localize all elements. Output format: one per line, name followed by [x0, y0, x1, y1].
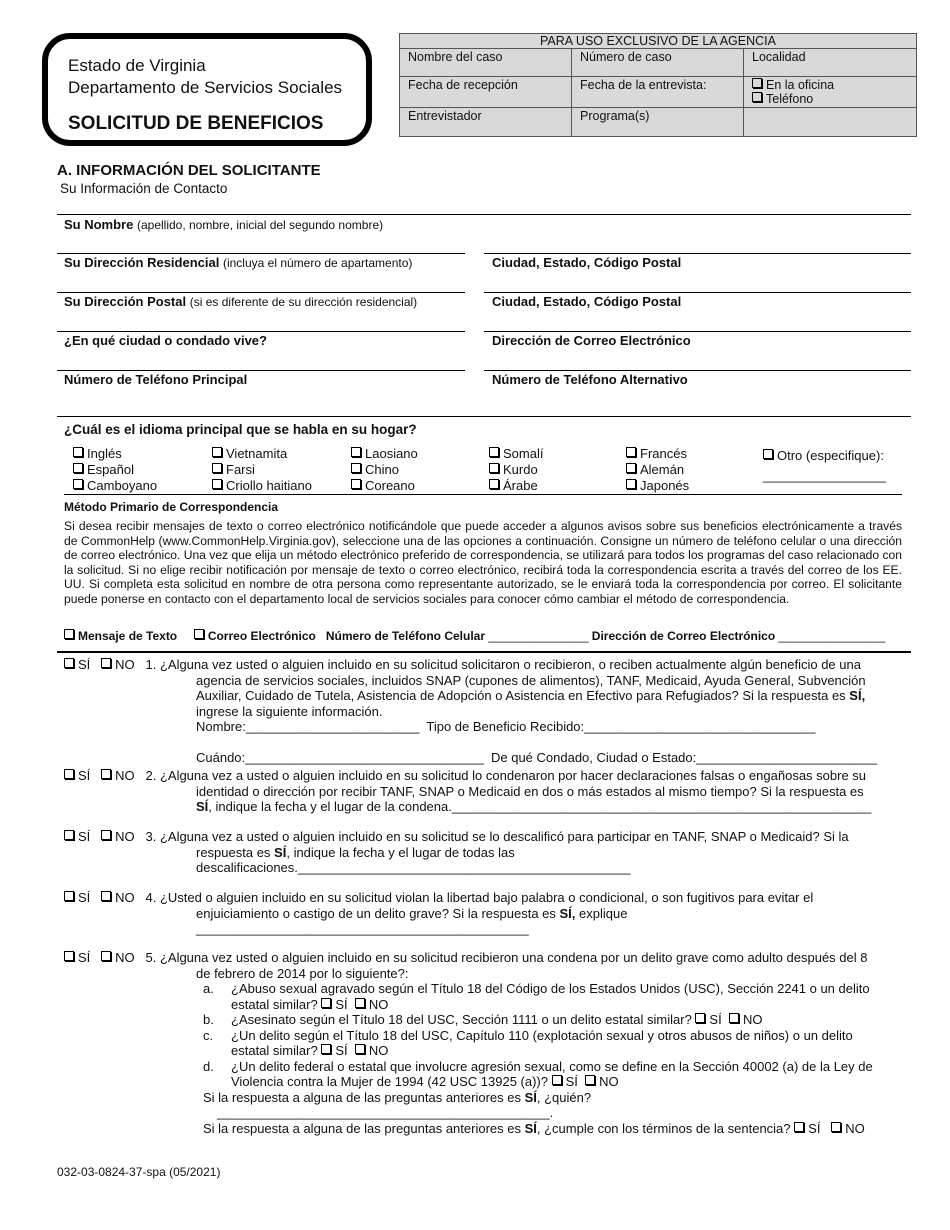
- q5c-no[interactable]: NO: [355, 1043, 389, 1058]
- checkbox[interactable]: [194, 629, 204, 639]
- no-checkbox[interactable]: NO: [101, 657, 135, 672]
- mailing-address-field[interactable]: [64, 294, 417, 309]
- city-state-zip-field-1[interactable]: Ciudad, Estado, Código Postal: [492, 255, 682, 270]
- no-checkbox[interactable]: NO: [101, 829, 135, 844]
- lang-option[interactable]: Coreano: [351, 478, 418, 494]
- correspondence-title: Método Primario de Correspondencia: [64, 500, 279, 514]
- mail-addr-note: (si es diferente de su dirección residencial): [189, 295, 418, 309]
- main-phone-field[interactable]: Número de Teléfono Principal: [64, 372, 248, 387]
- language-col-3: [351, 446, 418, 494]
- q5c-yes[interactable]: SÍ: [321, 1043, 347, 1058]
- no-checkbox[interactable]: NO: [101, 768, 135, 783]
- divider: [57, 214, 911, 215]
- city-state-zip-field-2[interactable]: Ciudad, Estado, Código Postal: [492, 294, 682, 309]
- text-message-option[interactable]: Mensaje de Texto: [64, 629, 177, 643]
- lang-option[interactable]: Árabe: [489, 478, 543, 494]
- q5a-yes[interactable]: SÍ: [321, 997, 347, 1012]
- correspondence-paragraph: Si desea recibir mensajes de texto o correo electrónico notificándole que puede acceder a algunos avisos sobre sus beneficios electrónicamente a través de CommonHelp (www.CommonHelp.Virginia.gov), seleccione una de las opciones a continuación. Consigne un número de teléfono celular o una dirección de correo electrónico. Una vez que elija un método electrónico preferido de correspondencia, se utilizará para todos los programas del caso relacionado con la solicitud. Si no elige recibir notificación por mensaje de texto o correo electrónico, recibirá toda la correspondencia escrita a través del correo de los EE. UU. Si completa esta solicitud en nombre de otra persona como representante autorizado, se le enviará toda la correspondencia por correo. El solicitante puede ponerse en contacto con el departamento local de servicios sociales para conocer cómo cambiar el método de correspondencia.: [64, 519, 902, 606]
- q5a-no[interactable]: NO: [355, 997, 389, 1012]
- yes-checkbox[interactable]: SÍ: [64, 657, 90, 672]
- form-title: SOLICITUD DE BENEFICIOS: [68, 113, 324, 134]
- lang-option[interactable]: Criollo haitiano: [212, 478, 312, 494]
- res-addr-note: (incluya el número de apartamento): [222, 256, 413, 270]
- checkbox[interactable]: [626, 463, 636, 473]
- divider: [484, 253, 911, 254]
- email-field[interactable]: Dirección de Correo Electrónico: [492, 333, 691, 348]
- other-language-checkbox[interactable]: [763, 449, 773, 459]
- language-question: ¿Cuál es el idioma principal que se habla en su hogar?: [64, 422, 417, 437]
- section-a-subtitle: Su Información de Contacto: [60, 181, 228, 196]
- case-name-field[interactable]: Nombre del caso: [400, 49, 572, 77]
- mail-addr-label: Su Dirección Postal: [64, 294, 187, 309]
- residential-address-field[interactable]: [64, 255, 412, 270]
- q5-terms-yes[interactable]: SÍ: [794, 1121, 820, 1136]
- interview-date-field[interactable]: Fecha de la entrevista:: [572, 77, 744, 108]
- no-checkbox[interactable]: NO: [101, 890, 135, 905]
- q1-when-input[interactable]: Cuándo:_________________________________: [196, 750, 484, 765]
- yes-checkbox[interactable]: SÍ: [64, 829, 90, 844]
- other-language-label: Otro (especifique):: [777, 448, 884, 463]
- language-other[interactable]: [763, 446, 886, 486]
- name-note: (apellido, nombre, inicial del segundo nombre): [136, 218, 384, 232]
- q5d-no[interactable]: NO: [585, 1074, 619, 1089]
- question-3: SÍ NO 3. ¿Alguna vez a usted o alguien incluido en su solicitud se lo descalificó para participar en TANF, SNAP o Medicaid? Si la respuesta es SÍ, indique la fecha y el lugar de todas las descalificaciones.______________________________________________: [64, 829, 849, 876]
- lang-option[interactable]: Inglés: [73, 446, 157, 462]
- lang-option[interactable]: Laosiano: [351, 446, 418, 462]
- q1-where-input[interactable]: De qué Condado, Ciudad o Estado:_________________________: [490, 750, 877, 765]
- question-1: SÍ NO 1. ¿Alguna vez usted o alguien incluido en su solicitud solicitaron o recibieron, o reciben actualmente algún beneficio de una agencia de servicios sociales, incluidos SNAP (cupones de alimentos), TANF, Medicaid, Ayuda General, Subvención Auxiliar, Cuidado de Tutela, Asistencia de Adopción o Asistencia en Efectivo para Refugiados? Si la respuesta es SÍ, ingrese la siguiente información. Nombre:________________________ Tipo de Beneficio Recibido:________________________________ Cuándo:_________________________________ De qué Condado, Ciudad o Estado:_________________________: [64, 657, 877, 766]
- lang-option[interactable]: Español: [73, 462, 157, 478]
- language-col-5: [626, 446, 689, 494]
- phone-interview-checkbox[interactable]: [752, 92, 762, 102]
- divider: [57, 253, 465, 254]
- language-col-1: [73, 446, 157, 494]
- checkbox[interactable]: [73, 447, 83, 457]
- lang-option[interactable]: Kurdo: [489, 462, 543, 478]
- email-option[interactable]: Correo Electrónico: [194, 629, 316, 643]
- checkbox[interactable]: [351, 463, 361, 473]
- org-department: Departamento de Servicios Sociales: [68, 78, 343, 97]
- name-label: Su Nombre: [64, 217, 134, 232]
- city-county-field[interactable]: ¿En qué ciudad o condado vive?: [64, 333, 267, 348]
- lang-option[interactable]: Somalí: [489, 446, 543, 462]
- q5d-yes[interactable]: SÍ: [552, 1074, 578, 1089]
- divider: [484, 370, 911, 371]
- checkbox[interactable]: [489, 463, 499, 473]
- divider: [57, 651, 911, 653]
- divider: [57, 331, 465, 332]
- email-address-input[interactable]: ________________: [778, 629, 886, 643]
- interviewer-field[interactable]: Entrevistador: [400, 108, 572, 137]
- divider: [57, 292, 465, 293]
- org-state: Estado de Virginia: [68, 56, 206, 75]
- q1-name-input[interactable]: Nombre:________________________: [196, 719, 420, 734]
- checkbox[interactable]: [73, 463, 83, 473]
- lang-option[interactable]: Vietnamita: [212, 446, 312, 462]
- q5-who-input[interactable]: ______________________________________________.: [217, 1105, 554, 1120]
- in-office-checkbox[interactable]: [752, 78, 762, 88]
- in-office-label: En la oficina: [766, 78, 835, 92]
- correspondence-options: [64, 629, 885, 643]
- checkbox[interactable]: [73, 479, 83, 489]
- divider: [64, 494, 902, 495]
- email-address-label: Dirección de Correo Electrónico: [591, 629, 776, 643]
- res-addr-label: Su Dirección Residencial: [64, 255, 220, 270]
- language-col-2: [212, 446, 312, 494]
- yes-checkbox[interactable]: SÍ: [64, 890, 90, 905]
- lang-option[interactable]: Camboyano: [73, 478, 157, 494]
- agency-blank-cell: [744, 108, 917, 137]
- cell-phone-input[interactable]: _______________: [488, 629, 589, 643]
- received-date-field[interactable]: Fecha de recepción: [400, 77, 572, 108]
- divider: [484, 331, 911, 332]
- checkbox[interactable]: [64, 629, 74, 639]
- lang-option[interactable]: Farsi: [212, 462, 312, 478]
- checkbox[interactable]: [351, 447, 361, 457]
- form-number: 032-03-0824-37-spa (05/2021): [57, 1165, 221, 1179]
- programs-field[interactable]: Programa(s): [572, 108, 744, 137]
- lang-option[interactable]: Alemán: [626, 462, 689, 478]
- other-language-input[interactable]: _________________: [763, 468, 886, 483]
- yes-checkbox[interactable]: SÍ: [64, 950, 90, 965]
- divider: [484, 292, 911, 293]
- question-4: SÍ NO 4. ¿Usted o alguien incluido en su solicitud violan la libertad bajo palabra o condicional, o son fugitivos para evitar el enjuiciamiento o castigo de un delito grave? Si la respuesta es SÍ, explique ______________________________________________: [64, 890, 813, 937]
- q5b-yes[interactable]: SÍ: [695, 1012, 721, 1027]
- q1-benefit-input[interactable]: Tipo de Beneficio Recibido:________________________________: [426, 719, 816, 734]
- checkbox[interactable]: [489, 479, 499, 489]
- q5b-no[interactable]: NO: [729, 1012, 763, 1027]
- language-col-4: [489, 446, 543, 494]
- lang-option[interactable]: Francés: [626, 446, 689, 462]
- case-number-field[interactable]: Número de caso: [572, 49, 744, 77]
- locality-field[interactable]: Localidad: [744, 49, 917, 77]
- agency-use-table: [399, 33, 917, 137]
- divider: [57, 416, 911, 417]
- form-title-box: [42, 33, 372, 146]
- alt-phone-field[interactable]: Número de Teléfono Alternativo: [492, 372, 688, 387]
- question-2: SÍ NO 2. ¿Alguna vez a usted o alguien incluido en su solicitud lo condenaron por hacer declaraciones falsas o engañosas sobre su identidad o dirección por recibir TANF, SNAP o Medicaid en dos o más estados al mismo tiempo? Si la respuesta es SÍ, indique la fecha y el lugar de la condena.__________________________________________________________: [64, 768, 871, 815]
- checkbox[interactable]: [351, 479, 361, 489]
- q5-terms-no[interactable]: NO: [831, 1121, 865, 1136]
- question-5: SÍ NO 5. ¿Alguna vez usted o alguien incluido en su solicitud recibieron una condena por un delito grave como adulto después del 8 de febrero de 2014 por lo siguiente?: a. ¿Abuso sexual agravado según el Título 18 del Código de los Estados Unidos (USC), Sección 2241 o un delito estatal similar? SÍ NO b. ¿Asesinato según el Título 18 del USC, Sección 1111 o un delito estatal similar? SÍ NO c. ¿Un delito según el Título 18 del USC, Capítulo 110 (explotación sexual y otros abusos de niños) o un delito estatal similar? SÍ NO d. ¿Un delito federal o estatal que involucre agresión sexual, como se define en la Sección 40002 (a) de la Ley de Violencia contra la Mujer de 1994 (42 USC 13925 (a))? SÍ NO Si la respuesta a alguna de las preguntas anteriores es SÍ, ¿quién? ______________________________________________. Si la respuesta a alguna de las preguntas anteriores es SÍ, ¿cumple con los términos de la sentencia? SÍ NO: [64, 950, 873, 1136]
- section-a-title: A. INFORMACIÓN DEL SOLICITANTE: [57, 162, 321, 179]
- checkbox[interactable]: [212, 479, 222, 489]
- lang-option[interactable]: Japonés: [626, 478, 689, 494]
- checkbox[interactable]: [489, 447, 499, 457]
- yes-checkbox[interactable]: SÍ: [64, 768, 90, 783]
- checkbox[interactable]: [212, 447, 222, 457]
- lang-option[interactable]: Chino: [351, 462, 418, 478]
- no-checkbox[interactable]: NO: [101, 950, 135, 965]
- checkbox[interactable]: [626, 447, 636, 457]
- checkbox[interactable]: [212, 463, 222, 473]
- phone-interview-label: Teléfono: [766, 92, 814, 106]
- cell-phone-label: Número de Teléfono Celular: [325, 629, 485, 643]
- checkbox[interactable]: [626, 479, 636, 489]
- name-field[interactable]: [64, 217, 383, 232]
- divider: [57, 370, 465, 371]
- agency-table-title: PARA USO EXCLUSIVO DE LA AGENCIA: [400, 34, 917, 49]
